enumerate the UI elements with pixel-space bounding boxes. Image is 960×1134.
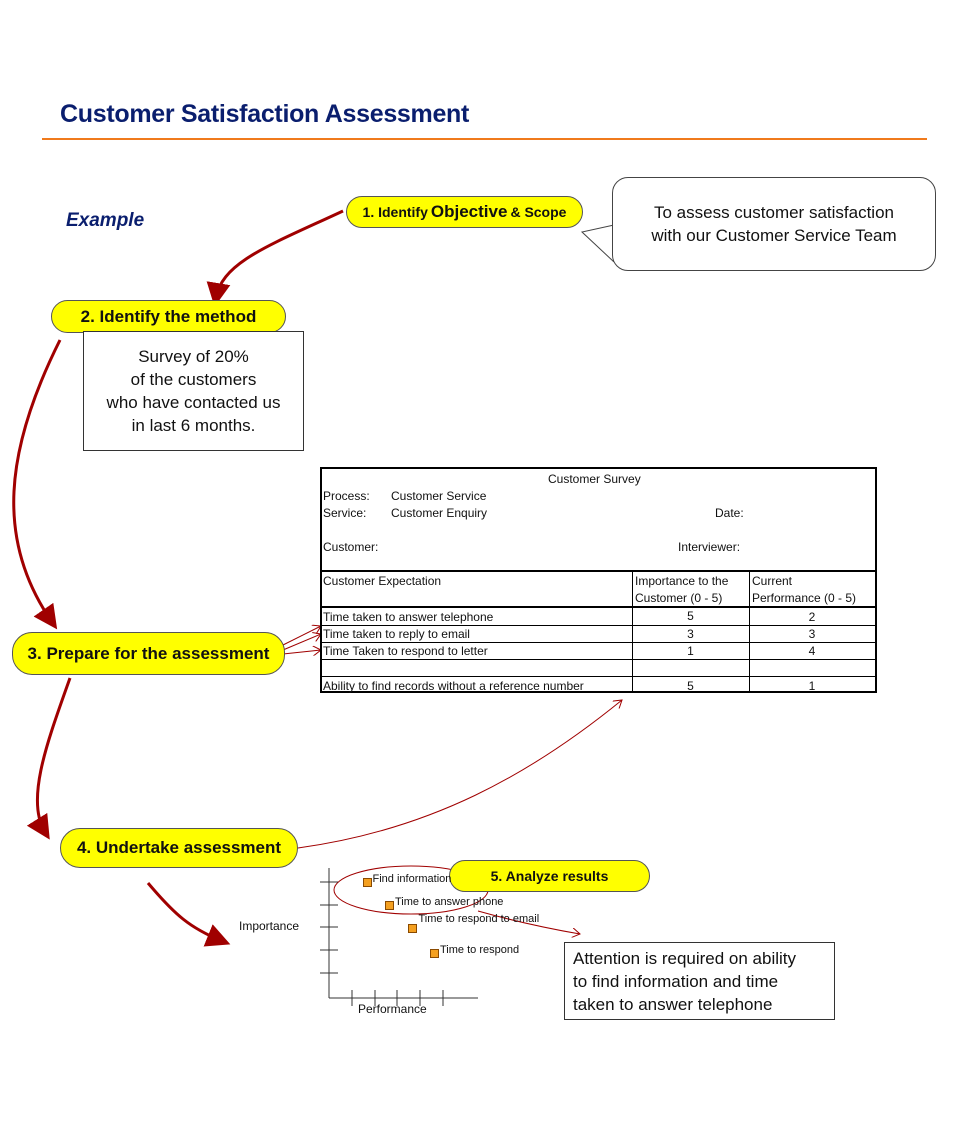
- row3-expectation: Time Taken to respond to letter: [323, 644, 488, 658]
- objective-line-2: with our Customer Service Team: [651, 226, 897, 245]
- method-line-1: Survey of 20%: [138, 347, 249, 366]
- service-value: Customer Enquiry: [391, 506, 488, 520]
- row2-expectation: Time taken to reply to email: [323, 627, 470, 641]
- chart-point: [385, 901, 394, 910]
- row2-importance: 3: [687, 627, 694, 641]
- row3-importance: 1: [687, 644, 694, 658]
- method-line-3: who have contacted us: [106, 393, 281, 412]
- row1-importance: 5: [687, 609, 694, 623]
- row3-performance: 4: [808, 644, 816, 658]
- col-performance-1: Current: [752, 574, 793, 588]
- row5-performance: 1: [808, 679, 816, 693]
- col-expectation: Customer Expectation: [323, 574, 442, 588]
- step3-prepare-assessment: 3. Prepare for the assessment: [12, 632, 285, 675]
- step1-objective-text: Objective: [430, 202, 508, 221]
- objective-line-1: To assess customer satisfaction: [654, 203, 894, 222]
- example-label: Example: [66, 210, 145, 231]
- chart-point: [408, 924, 417, 933]
- row2-performance: 3: [808, 627, 816, 641]
- step4-undertake-assessment: 4. Undertake assessment: [60, 828, 298, 868]
- col-importance-2: Customer (0 - 5): [635, 591, 723, 605]
- interviewer-label: Interviewer:: [678, 540, 741, 554]
- step1-post-text: & Scope: [510, 204, 567, 220]
- attention-line-2: to find information and time: [573, 972, 779, 991]
- row1-performance: 2: [808, 610, 816, 624]
- attention-line-3: taken to answer telephone: [573, 995, 773, 1014]
- service-label: Service:: [323, 506, 367, 520]
- attention-box: [564, 942, 835, 1020]
- step2-identify-method: 2. Identify the method: [51, 300, 286, 333]
- method-line-4: in last 6 months.: [131, 416, 256, 435]
- chart-point-label: Time to answer phone: [395, 896, 504, 908]
- chart-point-label: Time to respond to email: [418, 913, 540, 925]
- row5-importance: 5: [687, 679, 694, 693]
- survey-title: Customer Survey: [548, 472, 641, 486]
- row1-expectation: Time taken to answer telephone: [323, 610, 494, 624]
- col-importance-1: Importance to the: [635, 574, 729, 588]
- chart-point-label: Time to respond: [440, 943, 520, 956]
- chart-point: [363, 878, 372, 887]
- chart-point: [430, 949, 439, 958]
- chart-xlabel: Performance: [358, 1002, 427, 1016]
- method-line-2: of the customers: [130, 370, 257, 389]
- col-performance-2: Performance (0 - 5): [752, 591, 857, 605]
- process-value: Customer Service: [391, 489, 487, 503]
- page-title: Customer Satisfaction Assessment: [60, 100, 470, 128]
- date-label: Date:: [715, 506, 744, 520]
- chart-point-label: Find information: [372, 873, 452, 885]
- row5-expectation: Ability to find records without a reference number: [323, 679, 584, 693]
- customer-label: Customer:: [323, 540, 379, 554]
- chart-ylabel: Importance: [239, 919, 300, 933]
- process-label: Process:: [323, 489, 370, 503]
- attention-line-1: Attention is required on ability: [573, 949, 797, 968]
- step5-analyze-results: 5. Analyze results: [449, 860, 650, 892]
- step1-pre-text: 1. Identify: [362, 204, 428, 220]
